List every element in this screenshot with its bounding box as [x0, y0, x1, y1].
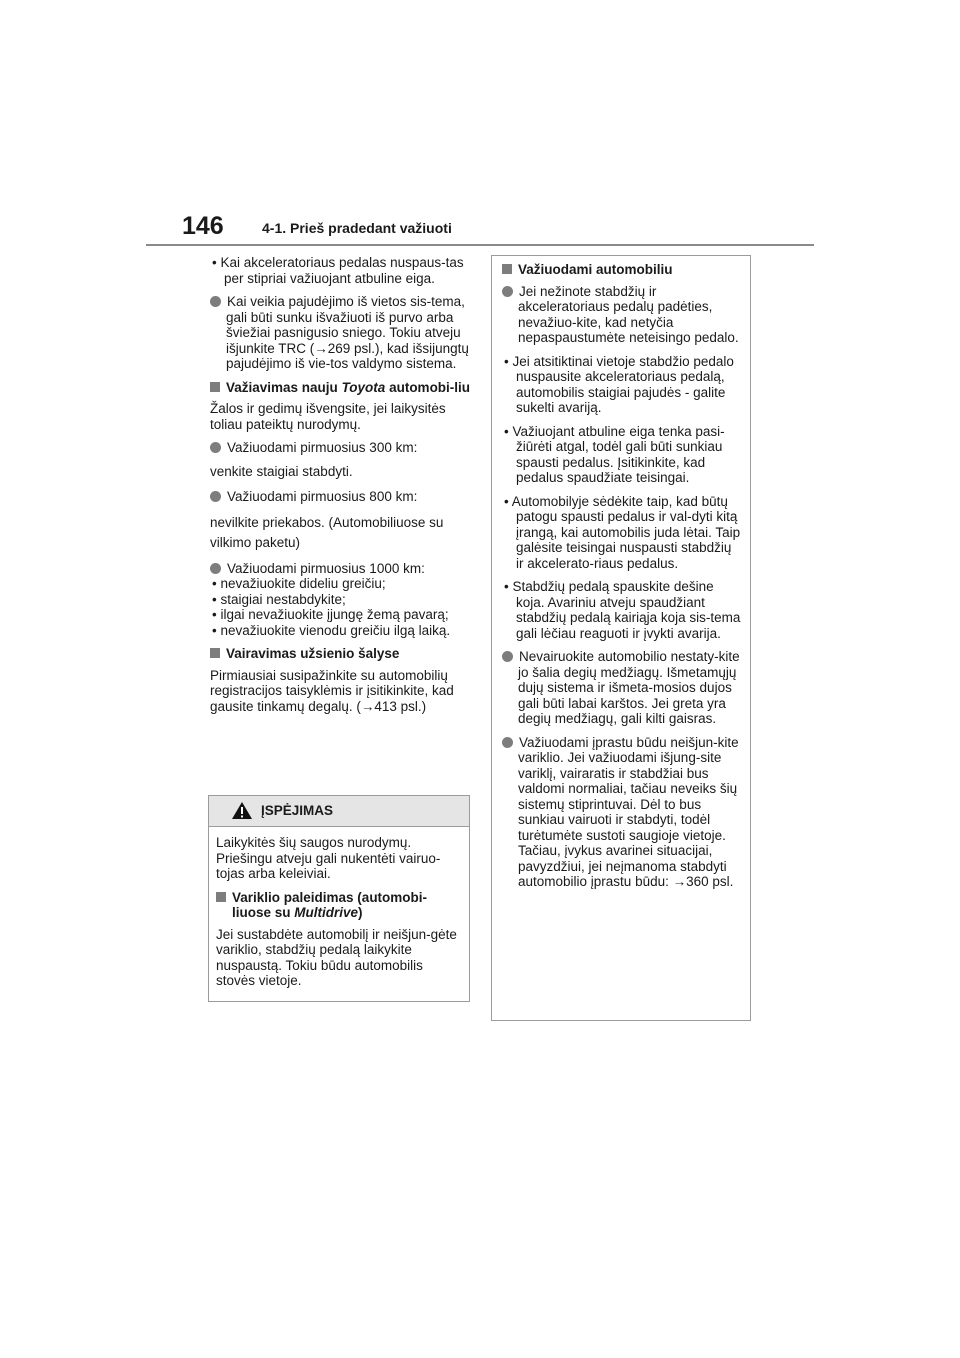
warning-intro: Laikykitės šių saugos nurodymų. Priešingu atveju gali nukentėti vairuo-tojas arba keleiviai.	[216, 835, 441, 881]
warning-text: Jei sustabdėte automobilį ir neišjun-gėte variklio, stabdžių pedalą laikykite nuspaustą. Tokiu būdu automobilis stovės vietoje.	[216, 926, 457, 988]
abroad-text: Pirmiausiai susipažinkite su automobilių registracijos taisyklėmis ir įsitikinkite, kad gausite tinkamų degalų. (→413 psl.)	[210, 667, 454, 714]
header-divider	[146, 244, 814, 246]
km1000-item: • nevažiuokite dideliu greičiu;	[212, 576, 386, 591]
square-bullet-icon	[216, 892, 226, 902]
km800-label: Važiuodami pirmuosius 800 km:	[210, 489, 472, 505]
warning-title: ĮSPĖJIMAS	[261, 803, 334, 818]
driving-heading: Važiuodami automobiliu	[502, 262, 742, 278]
square-bullet-icon	[210, 382, 220, 392]
circle-bullet-icon	[210, 563, 221, 574]
pedal-position-note: Jei nežinote stabdžių ir akceleratoriaus pedalų padėties, nevažiuo-kite, kad netyčia nepaspaustumėte neteisingo pedalo.	[502, 284, 742, 346]
km1000-item: • staigiai nestabdykite;	[212, 591, 346, 607]
km1000-item: • ilgai nevažiuokite įjungę žemą pavarą;	[212, 607, 449, 622]
warning-box	[208, 795, 470, 1002]
right-bullet: • Automobilyje sėdėkite taip, kad būtų patogu spausti pedalus ir val-dyti kitą įrangą, kai automobilis juda lėtai. Taip galėsite teisingai nuspausti stabdžių ir akcelerato-riaus pedalus.	[504, 493, 741, 571]
driving-caution-box	[491, 255, 751, 1021]
circle-bullet-icon	[210, 296, 221, 307]
warning-body	[209, 827, 469, 989]
square-bullet-icon	[210, 648, 220, 658]
circle-bullet-icon	[502, 737, 513, 748]
new-car-heading: Važiavimas nauju Toyota automobi-liu	[210, 380, 472, 396]
engine-off-note-cont: Tačiau, įvykus avarinei situacijai, pavyzdžiui, jei neįmanoma stabdyti automobilio įprastu būdu: →360 psl.	[518, 843, 734, 889]
square-bullet-icon	[502, 264, 512, 274]
bullet-accelerator-reverse: • Kai akceleratoriaus pedalas nuspaus-tas per stipriai važiuojant atbuline eiga.	[212, 255, 464, 286]
circle-bullet-icon	[502, 651, 513, 662]
warning-subheading: Variklio paleidimas (automobi-liuose su Multidrive)	[216, 890, 461, 921]
km300-text: venkite staigiai stabdyti.	[210, 463, 353, 479]
circle-bullet-icon	[210, 491, 221, 502]
new-car-intro: Žalos ir gedimų išvengsite, jei laikysitės toliau pateiktų nurodymų.	[210, 401, 446, 432]
trc-note: Kai veikia pajudėjimo iš vietos sis-tema, gali būti sunku išvažiuoti iš purvo arba šviežiai pasnigusio sniego. Tokiu atveju išjunkite TRC (→269 psl.), kad išsijungtų pajudėjimo iš vie-tos valdymo sistema.	[210, 294, 472, 372]
left-column	[210, 255, 472, 722]
warning-header	[209, 796, 469, 827]
km300-label: Važiuodami pirmuosius 300 km:	[210, 440, 472, 456]
abroad-heading: Vairavimas užsienio šalyse	[210, 646, 472, 662]
engine-off-note: Važiuodami įprastu būdu neišjun-kite variklio. Jei važiuodami išjung-site variklį, vairaratis ir stabdžiai bus valdomi normaliai, tačiau neveiks šių sistemų stiprintuvai. Dėl to bus sunkiau vairuoti ir stabdyti, todėl turėtumėte sustoti saugioje vietoje.	[502, 735, 742, 844]
km800-text: nevilkite priekabos. (Automobiliuose su vilkimo paketu)	[210, 514, 444, 550]
section-title: 4-1. Prieš pradedant važiuoti	[262, 220, 452, 236]
km1000-item: • nevažiuokite vienodu greičiu ilgą laiką.	[212, 622, 451, 638]
right-bullet: • Stabdžių pedalą spauskite dešine koja. Avariniu atveju spaudžiant stabdžių pedalą kairiąja koja sis-tema gali lėčiau reaguoti ir įvykti avarija.	[504, 579, 741, 641]
flammable-materials-note: Nevairuokite automobilio nestaty-kite jo šalia degių medžiagų. Išmetamųjų dujų sistema ir išmeta-mosios dujos gali būti labai karštos. Jei greta yra degių medžiagų, gali kilti gaisras.	[502, 649, 742, 727]
driving-caution-body	[492, 256, 750, 890]
km1000-label: Važiuodami pirmuosius 1000 km:	[210, 561, 472, 577]
warning-triangle-icon	[231, 801, 253, 820]
page-number: 146	[182, 212, 224, 240]
right-bullet: • Jei atsitiktinai vietoje stabdžio pedalo nuspausite akceleratoriaus pedalą, automobilis staigiai pajudės - galite sukelti avariją.	[504, 353, 734, 415]
circle-bullet-icon	[502, 286, 513, 297]
circle-bullet-icon	[210, 442, 221, 453]
right-bullet: • Važiuojant atbuline eiga tenka pasi-žiūrėti atgal, todėl gali būti sunkiau spausti pedalus. Įsitikinkite, kad pedalus spaudžiate teisingai.	[504, 423, 725, 485]
